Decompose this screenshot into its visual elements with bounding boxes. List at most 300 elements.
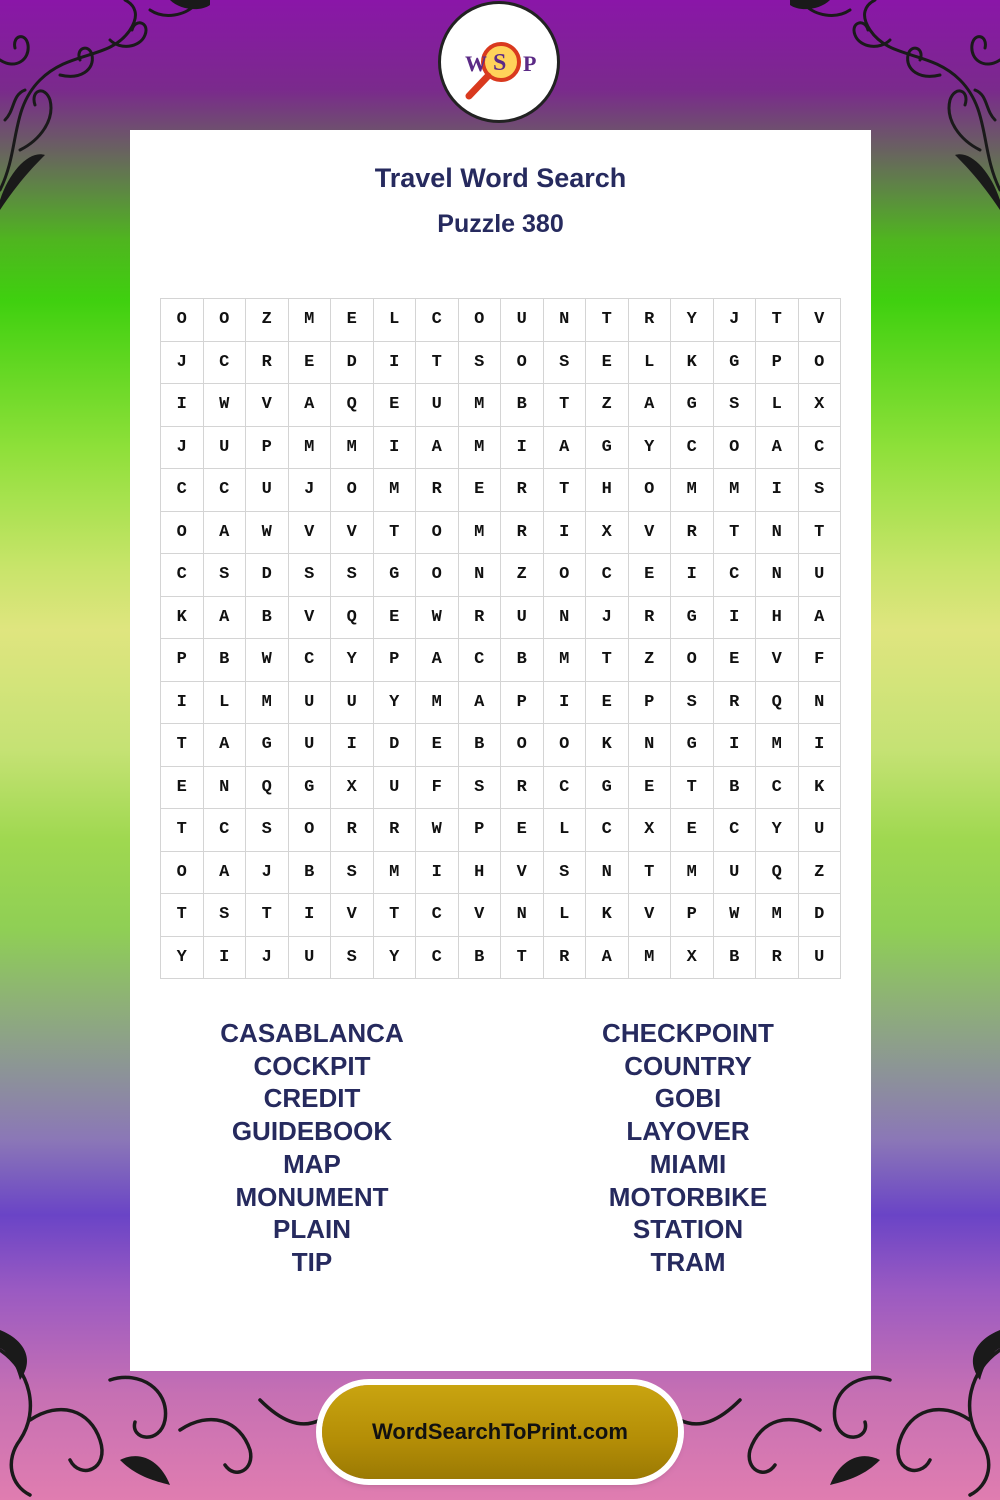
grid-cell[interactable]: I: [331, 724, 374, 767]
grid-cell[interactable]: S: [798, 469, 841, 512]
grid-cell[interactable]: Q: [246, 766, 289, 809]
grid-cell[interactable]: V: [628, 894, 671, 937]
grid-row: [161, 426, 841, 469]
grid-cell[interactable]: M: [373, 851, 416, 894]
grid-cell[interactable]: I: [161, 681, 204, 724]
grid-cell[interactable]: M: [288, 426, 331, 469]
grid-cell[interactable]: S: [331, 554, 374, 597]
word-item: TIP: [291, 1246, 333, 1277]
grid-cell[interactable]: J: [713, 299, 756, 342]
grid-row: [161, 299, 841, 342]
grid-cell[interactable]: O: [203, 299, 246, 342]
grid-cell[interactable]: C: [671, 426, 714, 469]
grid-cell[interactable]: C: [203, 469, 246, 512]
grid-row: [161, 681, 841, 724]
grid-cell[interactable]: G: [586, 766, 629, 809]
grid-cell[interactable]: M: [458, 384, 501, 427]
grid-cell[interactable]: P: [671, 894, 714, 937]
grid-cell[interactable]: I: [373, 341, 416, 384]
grid-cell[interactable]: E: [628, 766, 671, 809]
grid-cell[interactable]: T: [246, 894, 289, 937]
grid-cell[interactable]: T: [161, 724, 204, 767]
website-label: WordSearchToPrint.com: [372, 1419, 628, 1444]
grid-cell[interactable]: V: [246, 384, 289, 427]
grid-cell[interactable]: C: [798, 426, 841, 469]
grid-cell[interactable]: N: [543, 596, 586, 639]
grid-cell[interactable]: L: [373, 299, 416, 342]
grid-cell[interactable]: R: [501, 511, 544, 554]
grid-cell[interactable]: R: [501, 766, 544, 809]
grid-cell[interactable]: N: [756, 554, 799, 597]
grid-cell[interactable]: T: [501, 936, 544, 979]
grid-cell[interactable]: W: [246, 639, 289, 682]
grid-cell[interactable]: O: [288, 809, 331, 852]
logo-letter-w: W: [465, 51, 487, 76]
grid-cell[interactable]: J: [288, 469, 331, 512]
grid-cell[interactable]: E: [458, 469, 501, 512]
logo-letter-p: P: [523, 51, 537, 76]
grid-cell[interactable]: U: [288, 681, 331, 724]
grid-cell[interactable]: S: [713, 384, 756, 427]
word-list-right: [538, 1017, 838, 1279]
grid-cell[interactable]: G: [671, 724, 714, 767]
grid-cell[interactable]: O: [501, 341, 544, 384]
grid-cell[interactable]: Z: [628, 639, 671, 682]
grid-cell[interactable]: R: [458, 596, 501, 639]
word-item: MIAMI: [649, 1148, 727, 1179]
grid-cell[interactable]: D: [373, 724, 416, 767]
grid-cell[interactable]: B: [501, 384, 544, 427]
grid-cell[interactable]: L: [756, 384, 799, 427]
word-item: MOTORBIKE: [608, 1181, 768, 1212]
grid-row: [161, 894, 841, 937]
grid-cell[interactable]: S: [543, 341, 586, 384]
grid-cell[interactable]: G: [671, 384, 714, 427]
grid-cell[interactable]: U: [501, 596, 544, 639]
grid-cell[interactable]: K: [671, 341, 714, 384]
word-item: PLAIN: [273, 1214, 351, 1245]
grid-cell[interactable]: R: [756, 936, 799, 979]
grid-cell[interactable]: J: [161, 426, 204, 469]
grid-cell[interactable]: R: [501, 469, 544, 512]
grid-cell[interactable]: V: [288, 596, 331, 639]
grid-cell[interactable]: D: [246, 554, 289, 597]
word-item: STATION: [632, 1214, 744, 1245]
grid-cell[interactable]: C: [203, 341, 246, 384]
grid-cell[interactable]: A: [288, 384, 331, 427]
grid-row: [161, 809, 841, 852]
grid-cell[interactable]: D: [331, 341, 374, 384]
grid-cell[interactable]: A: [203, 851, 246, 894]
grid-cell[interactable]: T: [586, 639, 629, 682]
grid-cell[interactable]: I: [203, 936, 246, 979]
grid-cell[interactable]: B: [288, 851, 331, 894]
grid-cell[interactable]: U: [416, 384, 459, 427]
word-item: TRAM: [650, 1246, 726, 1277]
grid-cell[interactable]: O: [458, 299, 501, 342]
grid-cell[interactable]: C: [161, 554, 204, 597]
word-item: LAYOVER: [626, 1116, 750, 1147]
grid-cell[interactable]: J: [246, 936, 289, 979]
grid-cell[interactable]: E: [288, 341, 331, 384]
grid-cell[interactable]: E: [586, 681, 629, 724]
grid-cell[interactable]: P: [628, 681, 671, 724]
grid-cell[interactable]: A: [628, 384, 671, 427]
grid-cell[interactable]: E: [628, 554, 671, 597]
word-item: CHECKPOINT: [602, 1018, 774, 1048]
grid-cell[interactable]: W: [246, 511, 289, 554]
grid-cell[interactable]: L: [543, 809, 586, 852]
grid-cell[interactable]: O: [161, 851, 204, 894]
grid-cell[interactable]: O: [501, 724, 544, 767]
grid-cell[interactable]: T: [671, 766, 714, 809]
grid-row: [161, 384, 841, 427]
grid-cell[interactable]: I: [416, 851, 459, 894]
grid-cell[interactable]: H: [458, 851, 501, 894]
grid-cell[interactable]: L: [628, 341, 671, 384]
grid-cell[interactable]: G: [288, 766, 331, 809]
grid-cell[interactable]: M: [416, 681, 459, 724]
grid-cell[interactable]: C: [543, 766, 586, 809]
grid-cell[interactable]: V: [501, 851, 544, 894]
grid-cell[interactable]: M: [543, 639, 586, 682]
word-item: CREDIT: [263, 1083, 361, 1114]
grid-cell[interactable]: T: [756, 299, 799, 342]
grid-cell[interactable]: M: [713, 469, 756, 512]
grid-cell[interactable]: X: [671, 936, 714, 979]
grid-cell[interactable]: S: [203, 894, 246, 937]
grid-cell[interactable]: M: [756, 894, 799, 937]
grid-cell[interactable]: I: [713, 596, 756, 639]
grid-cell[interactable]: J: [246, 851, 289, 894]
grid-row: [161, 596, 841, 639]
grid-row: [161, 511, 841, 554]
puzzle-title: Travel Word Search: [374, 163, 627, 193]
grid-cell[interactable]: O: [161, 511, 204, 554]
grid-cell[interactable]: J: [161, 341, 204, 384]
grid-cell[interactable]: E: [713, 639, 756, 682]
grid-cell[interactable]: U: [373, 766, 416, 809]
grid-cell[interactable]: U: [713, 851, 756, 894]
grid-row: [161, 469, 841, 512]
grid-cell[interactable]: M: [246, 681, 289, 724]
grid-cell[interactable]: G: [671, 596, 714, 639]
grid-cell[interactable]: O: [628, 469, 671, 512]
grid-cell[interactable]: I: [543, 681, 586, 724]
grid-cell[interactable]: T: [373, 511, 416, 554]
grid-cell[interactable]: I: [161, 384, 204, 427]
grid-cell[interactable]: M: [458, 426, 501, 469]
grid-cell[interactable]: A: [586, 936, 629, 979]
grid-cell[interactable]: P: [246, 426, 289, 469]
grid-cell[interactable]: U: [331, 681, 374, 724]
magnifier-icon: [441, 4, 557, 120]
grid-cell[interactable]: Q: [756, 851, 799, 894]
grid-cell[interactable]: C: [458, 639, 501, 682]
grid-cell[interactable]: C: [756, 766, 799, 809]
grid-cell[interactable]: S: [203, 554, 246, 597]
puzzle-card: [130, 130, 871, 1371]
grid-cell[interactable]: Y: [331, 639, 374, 682]
grid-cell[interactable]: N: [628, 724, 671, 767]
grid-cell[interactable]: O: [161, 299, 204, 342]
grid-cell[interactable]: S: [458, 341, 501, 384]
grid-cell[interactable]: R: [713, 681, 756, 724]
grid-cell[interactable]: K: [161, 596, 204, 639]
grid-cell[interactable]: C: [416, 894, 459, 937]
grid-cell[interactable]: R: [331, 809, 374, 852]
grid-cell[interactable]: V: [331, 511, 374, 554]
grid-cell[interactable]: O: [416, 554, 459, 597]
puzzle-number: Puzzle 380: [437, 210, 564, 238]
website-button[interactable]: [322, 1385, 678, 1479]
grid-cell[interactable]: F: [798, 639, 841, 682]
grid-cell[interactable]: X: [586, 511, 629, 554]
grid-cell[interactable]: U: [798, 554, 841, 597]
grid-cell[interactable]: V: [288, 511, 331, 554]
grid-cell[interactable]: E: [586, 341, 629, 384]
grid-cell[interactable]: E: [331, 299, 374, 342]
grid-row: [161, 341, 841, 384]
grid-cell[interactable]: U: [501, 299, 544, 342]
grid-cell[interactable]: O: [416, 511, 459, 554]
grid-cell[interactable]: T: [713, 511, 756, 554]
grid-cell[interactable]: I: [373, 426, 416, 469]
grid-cell[interactable]: X: [331, 766, 374, 809]
grid-cell[interactable]: T: [416, 341, 459, 384]
grid-cell[interactable]: M: [671, 469, 714, 512]
grid-cell[interactable]: H: [756, 596, 799, 639]
grid-cell[interactable]: U: [203, 426, 246, 469]
grid-cell[interactable]: O: [543, 554, 586, 597]
grid-row: [161, 851, 841, 894]
grid-cell[interactable]: C: [713, 809, 756, 852]
grid-cell[interactable]: D: [798, 894, 841, 937]
grid-cell[interactable]: T: [586, 299, 629, 342]
grid-cell[interactable]: S: [331, 936, 374, 979]
grid-cell[interactable]: O: [331, 469, 374, 512]
grid-cell[interactable]: Q: [331, 596, 374, 639]
grid-cell[interactable]: R: [628, 596, 671, 639]
grid-cell[interactable]: P: [501, 681, 544, 724]
grid-cell[interactable]: B: [458, 724, 501, 767]
grid-cell[interactable]: E: [671, 809, 714, 852]
grid-cell[interactable]: Y: [671, 299, 714, 342]
grid-cell[interactable]: C: [288, 639, 331, 682]
grid-cell[interactable]: R: [373, 809, 416, 852]
grid-cell[interactable]: G: [246, 724, 289, 767]
grid-cell[interactable]: A: [458, 681, 501, 724]
word-list-left: [162, 1017, 462, 1279]
grid-row: [161, 766, 841, 809]
grid-cell[interactable]: A: [543, 426, 586, 469]
grid-cell[interactable]: P: [458, 809, 501, 852]
grid-cell[interactable]: U: [288, 724, 331, 767]
grid-cell[interactable]: Y: [373, 936, 416, 979]
grid-cell[interactable]: A: [203, 724, 246, 767]
grid-cell[interactable]: U: [798, 936, 841, 979]
grid-cell[interactable]: S: [458, 766, 501, 809]
grid-cell[interactable]: C: [161, 469, 204, 512]
grid-cell[interactable]: B: [713, 936, 756, 979]
grid-cell[interactable]: G: [586, 426, 629, 469]
grid-cell[interactable]: X: [628, 809, 671, 852]
grid-cell[interactable]: I: [713, 724, 756, 767]
grid-cell[interactable]: P: [161, 639, 204, 682]
grid-cell[interactable]: N: [798, 681, 841, 724]
grid-cell[interactable]: V: [798, 299, 841, 342]
grid-row: [161, 936, 841, 979]
grid-cell[interactable]: Y: [756, 809, 799, 852]
grid-cell[interactable]: B: [501, 639, 544, 682]
grid-cell[interactable]: E: [373, 384, 416, 427]
grid-cell[interactable]: M: [671, 851, 714, 894]
grid-cell[interactable]: I: [756, 469, 799, 512]
grid-cell[interactable]: X: [798, 384, 841, 427]
logo-letter-s: S: [493, 50, 507, 76]
word-item: COCKPIT: [253, 1050, 371, 1081]
grid-cell[interactable]: C: [586, 809, 629, 852]
grid-cell[interactable]: K: [586, 894, 629, 937]
grid-cell[interactable]: P: [373, 639, 416, 682]
grid-cell[interactable]: E: [501, 809, 544, 852]
grid-cell[interactable]: N: [501, 894, 544, 937]
grid-cell[interactable]: M: [756, 724, 799, 767]
grid-cell[interactable]: A: [756, 426, 799, 469]
grid-cell[interactable]: R: [246, 341, 289, 384]
grid-cell[interactable]: M: [458, 511, 501, 554]
grid-cell[interactable]: S: [246, 809, 289, 852]
grid-cell[interactable]: Y: [628, 426, 671, 469]
grid-cell[interactable]: T: [161, 894, 204, 937]
grid-cell[interactable]: O: [798, 341, 841, 384]
grid-cell[interactable]: A: [416, 639, 459, 682]
grid-cell[interactable]: F: [416, 766, 459, 809]
grid-cell[interactable]: R: [543, 936, 586, 979]
word-item: CASABLANCA: [220, 1018, 404, 1048]
grid-cell[interactable]: O: [713, 426, 756, 469]
grid-cell[interactable]: S: [288, 554, 331, 597]
grid-cell[interactable]: C: [586, 554, 629, 597]
grid-cell[interactable]: Y: [161, 936, 204, 979]
grid-cell[interactable]: M: [628, 936, 671, 979]
grid-cell[interactable]: R: [671, 511, 714, 554]
grid-cell[interactable]: O: [671, 639, 714, 682]
grid-cell[interactable]: Y: [373, 681, 416, 724]
grid-cell[interactable]: E: [416, 724, 459, 767]
grid-cell[interactable]: L: [543, 894, 586, 937]
grid-cell[interactable]: W: [713, 894, 756, 937]
grid-cell[interactable]: T: [543, 384, 586, 427]
grid-cell[interactable]: R: [628, 299, 671, 342]
grid-row: [161, 724, 841, 767]
grid-cell[interactable]: T: [798, 511, 841, 554]
grid-cell[interactable]: K: [586, 724, 629, 767]
grid-cell[interactable]: B: [246, 596, 289, 639]
word-item: MAP: [283, 1148, 341, 1179]
grid-cell[interactable]: Z: [501, 554, 544, 597]
grid-cell[interactable]: A: [203, 511, 246, 554]
grid-row: [161, 554, 841, 597]
grid-cell[interactable]: I: [798, 724, 841, 767]
grid-cell[interactable]: S: [671, 681, 714, 724]
grid-cell[interactable]: G: [373, 554, 416, 597]
word-item: GOBI: [654, 1083, 722, 1114]
grid-cell[interactable]: W: [416, 596, 459, 639]
grid-cell[interactable]: B: [203, 639, 246, 682]
grid-cell[interactable]: N: [458, 554, 501, 597]
grid-cell[interactable]: N: [543, 299, 586, 342]
grid-cell[interactable]: A: [798, 596, 841, 639]
grid-cell[interactable]: W: [416, 809, 459, 852]
grid-cell[interactable]: H: [586, 469, 629, 512]
grid-cell[interactable]: T: [161, 809, 204, 852]
grid-cell[interactable]: M: [373, 469, 416, 512]
word-item: GUIDEBOOK: [231, 1116, 393, 1147]
grid-cell[interactable]: A: [416, 426, 459, 469]
grid-cell[interactable]: B: [458, 936, 501, 979]
grid-cell[interactable]: E: [373, 596, 416, 639]
grid-cell[interactable]: I: [671, 554, 714, 597]
grid-cell[interactable]: C: [416, 299, 459, 342]
grid-cell[interactable]: T: [373, 894, 416, 937]
grid-cell[interactable]: U: [798, 809, 841, 852]
grid-cell[interactable]: C: [713, 554, 756, 597]
grid-cell[interactable]: I: [543, 511, 586, 554]
grid-cell[interactable]: M: [331, 426, 374, 469]
grid-cell[interactable]: G: [713, 341, 756, 384]
word-item: MONUMENT: [235, 1181, 389, 1212]
grid-cell[interactable]: B: [713, 766, 756, 809]
grid-cell[interactable]: Z: [586, 384, 629, 427]
grid-cell[interactable]: V: [331, 894, 374, 937]
grid-cell[interactable]: N: [586, 851, 629, 894]
grid-cell[interactable]: V: [756, 639, 799, 682]
grid-cell[interactable]: C: [416, 936, 459, 979]
grid-cell[interactable]: E: [161, 766, 204, 809]
grid-cell[interactable]: N: [203, 766, 246, 809]
wsp-logo: [438, 1, 560, 123]
grid-cell[interactable]: N: [756, 511, 799, 554]
grid-cell[interactable]: R: [416, 469, 459, 512]
grid-cell[interactable]: Z: [246, 299, 289, 342]
grid-cell[interactable]: Q: [756, 681, 799, 724]
grid-cell[interactable]: O: [543, 724, 586, 767]
grid-cell[interactable]: J: [586, 596, 629, 639]
grid-cell[interactable]: T: [628, 851, 671, 894]
grid-cell[interactable]: W: [203, 384, 246, 427]
grid-cell[interactable]: I: [288, 894, 331, 937]
grid-cell[interactable]: T: [543, 469, 586, 512]
grid-cell[interactable]: S: [543, 851, 586, 894]
grid-cell[interactable]: Z: [798, 851, 841, 894]
grid-cell[interactable]: U: [246, 469, 289, 512]
grid-cell[interactable]: P: [756, 341, 799, 384]
grid-cell[interactable]: V: [458, 894, 501, 937]
grid-cell[interactable]: K: [798, 766, 841, 809]
grid-cell[interactable]: U: [288, 936, 331, 979]
grid-cell[interactable]: V: [628, 511, 671, 554]
grid-cell[interactable]: Q: [331, 384, 374, 427]
grid-cell[interactable]: I: [501, 426, 544, 469]
letter-grid: [160, 298, 841, 979]
word-item: COUNTRY: [624, 1050, 752, 1081]
grid-cell[interactable]: C: [203, 809, 246, 852]
grid-cell[interactable]: S: [331, 851, 374, 894]
grid-cell[interactable]: L: [203, 681, 246, 724]
grid-cell[interactable]: A: [203, 596, 246, 639]
grid-cell[interactable]: M: [288, 299, 331, 342]
